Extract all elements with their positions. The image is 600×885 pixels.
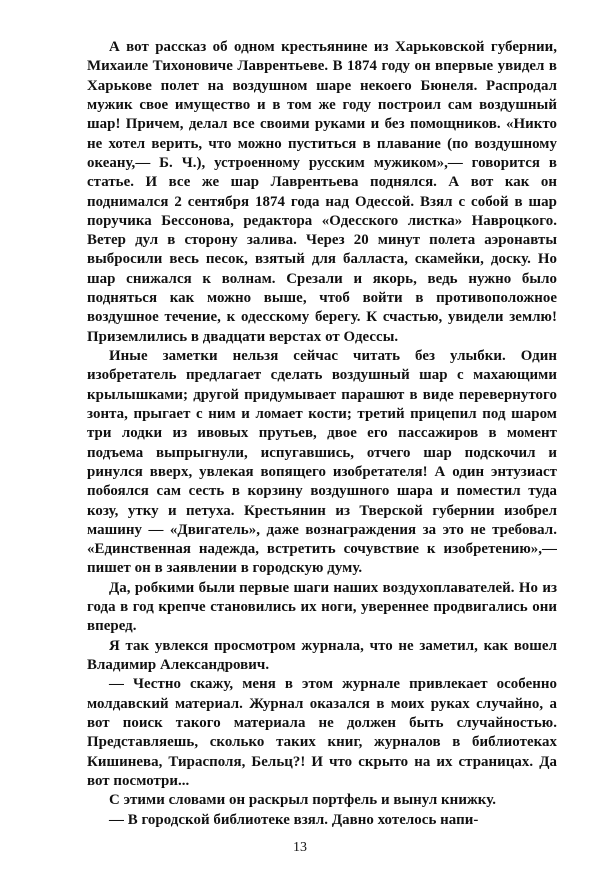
paragraph-7: — В городской библиотеке взял. Давно хотелось напи- — [109, 811, 479, 828]
page-number: 13 — [293, 840, 307, 855]
body-text — [87, 38, 557, 830]
paragraph-1: А вот рассказ об одном крестьянине из Харьковской губернии, Михаиле Тихоновиче Лаврентьеве. В 1874 году он впервые увидел в Харькове полет на воздушном шаре некоего Бюнеля. Распродал мужик свое имущество и в том же году построил сам воздушный шар! Причем, делал все своими руками и без помощников. «Никто не хотел верить, что можно пуститься в плавание (по воздушному океану,— Б. Ч.), устроенному русским мужиком»,— говорится в статье. И все же шар Лаврентьева поднялся. А вот как он поднимался 2 сентября 1874 года над Одессой. Взял с собой в шар поручика Бессонова, редактора «Одесского листка» Навроцкого. Ветер дул в сторону залива. Через 20 минут полета аэронавты выбросили весь песок, взятый для балласта, скамейки, доску. Но шар снижался к волнам. Срезали и якорь, ведь нужно было подняться как можно выше, чтоб войти в противоположное воздушное течение, к одесскому берегу. К счастью, увидели землю! Приземлились в двадцати верстах от Одессы. — [87, 39, 557, 345]
paragraph-6: С этими словами он раскрыл портфель и вынул книжку. — [109, 792, 496, 809]
paragraph-3: Да, робкими были первые шаги наших воздухоплавателей. Но из года в год крепче становились их ноги, увереннее продвигались они вперед. — [87, 579, 557, 635]
paragraph-5: — Честно скажу, меня в этом журнале привлекает особенно молдавский материал. Журнал оказался в моих руках случайно, а вот поиск такого материала не должен быть случайностью. Представляешь, сколько таких книг, журналов в библиотеках Кишинева, Тирасполя, Бельц?! И что скрыто на их страницах. Да вот посмотри... — [87, 676, 557, 789]
paragraph-4: Я так увлекся просмотром журнала, что не заметил, как вошел Владимир Александрович. — [87, 637, 557, 673]
paragraph-2: Иные заметки нельзя сейчас читать без улыбки. Один изобретатель предлагает сделать воздушный шар с махающими крылышками; другой придумывает парашют в виде перевернутого зонта, прыгает с ним и ломает кости; третий прицепил под шаром три лодки из ивовых прутьев, двое его пассажиров в момент подъема выпрыгнули, испугавшись, отчего шар подскочил и ринулся вверх, увлекая вопящего изобретателя! А один энтузиаст побоялся сам сесть в корзину воздушного шара и поместил туда козу, утку и петуха. Крестьянин из Тверской губернии изобрел машину — «Двигатель», даже вознаграждения за это не требовал. «Единственная надежда, встретить сочувствие к изобретению»,— пишет он в заявлении в городскую думу. — [87, 348, 557, 577]
